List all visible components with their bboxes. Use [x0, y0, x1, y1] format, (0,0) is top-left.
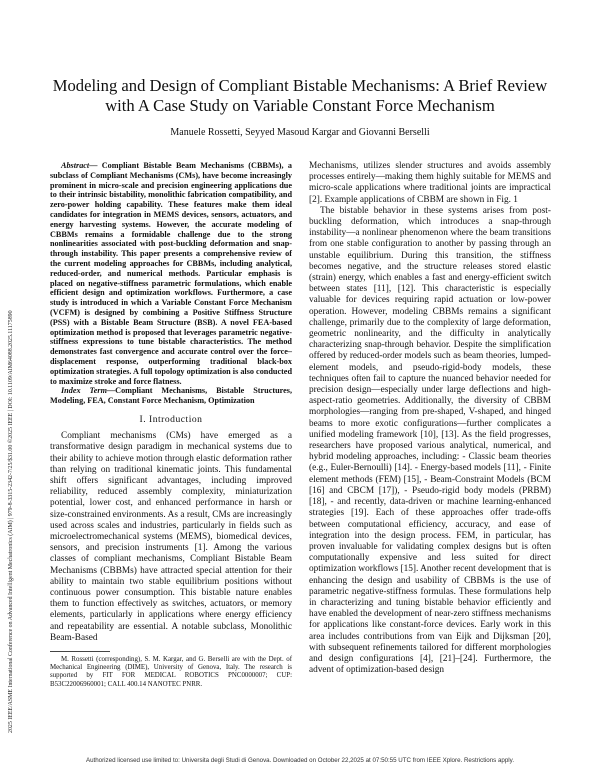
authors: Manuele Rossetti, Seyyed Masoud Kargar and Giovanni Berselli [170, 127, 430, 138]
abstract [50, 161, 292, 386]
abstract-text: — Compliant Bistable Beam Mechanisms (CBBMs), a subclass of Compliant Mechanisms (CMs), have become increasingly prominent in micro-scale and precision engineering applications due to their intrinsic bistability, monolithic fabrication compatibility, and zero-power holding capability. These features make them ideal candidates for integration in MEMS devices, sensors, actuators, and energy harvesting systems. However, the accurate modeling of CBBMs remains a formidable challenge due to the strong nonlinearities associated with post-buckling deformation and snap-through instability. This paper presents a comprehensive review of the current modeling approaches for CBBMs, including analytical, reduced-order, and numerical methods. Particular emphasis is placed on negative-stiffness parametric formulations, which enable efficient design and optimization workflows. Furthermore, a case study is introduced in which a Variable Constant Force Mechanism (VCFM) is designed by combining a Positive Stiffness Structure (PSS) with a Bistable Beam Structure (BSB). A novel FEA-based optimization method is proposed that leverages parametric negative-stiffness expressions to tune bistable characteristics. The method demonstrates fast convergence and accurate control over the force–displacement response, outperforming traditional black-box optimization strategies. A full topology optimization is also conducted to maximize stroke and force flatness. [50, 161, 292, 386]
side-note: 2025 IEEE/ASME International Conference on Advanced Intelligent Mechatronics (AIM) | 979-8-3315-2342-7/25/$31.00 ©2025 IEEE | DOI: 10.1109/AIM64088.2025.11175890 [8, 310, 14, 733]
right-paragraph-2: The bistable behavior in these systems arises from post-buckling deformation, which introduces a snap-through instability—a nonlinear phenomenon where the beam transitions from one stable configuration to another by passing through an unstable equilibrium. During this transition, the stiffness becomes negative, and the structure releases stored elastic (strain) energy, which enables a fast and energy-efficient switch between states [11], [12]. This characteristic is especially valuable for devices requiring rapid actuation or low-power operation. However, modeling CBBMs remains a significant challenge, primarily due to the complexity of large deformation, geometric nonlinearity, and the difficulty in analytically characterizing snap-through behavior. Despite the simplification offered by reduced-order models such as beam theories, lumped-element models, and pseudo-rigid-body models, these techniques often fail to capture the nuanced behavior needed for precision design—especially under large deflections and high-aspect-ratio geometries. Additionally, the diversity of CBBM morphologies—ranging from pre-shaped, V-shaped, and hinged beams to more exotic configurations—further complicates a unified modeling framework [10], [13]. As the field progresses, researchers have proposed various analytical, numerical, and hybrid modeling approaches, including: - Classic beam theories (e.g., Euler-Bernoulli) [14]. - Energy-based models [11], - Finite element methods (FEM) [15], - Beam-Constraint Models (BCM [16] and CBCM [17]), - Pseudo-rigid body models (PRBM) [18], - and recently, data-driven or machine learning-enhanced strategies [19]. Each of these approaches offer trade-offs between computational efficiency, accuracy, and ease of integration into the design process. FEM, in particular, has proven invaluable for validating complex designs but is often computationally expensive and less suited for direct optimization workflows [15]. Another recent development that is enhancing the design and usability of CBBMs is the use of parametric negative-stiffness formulas. These formulations help in characterizing and tuning bistable behavior efficiently and have enabled the development of near-zero stiffness mechanisms for applications like constant-force devices. Early work in this area includes contributions from van Eijk and Dijksman [20], with subsequent refinements tailored for different morphologies and design configurations [4], [21]–[24]. Furthermore, the advent of optimization-based design [309, 205, 551, 676]
footnote-rule [50, 651, 110, 652]
right-column [309, 161, 551, 676]
right-paragraph-1: Mechanisms, utilizes slender structures and avoids assembly processes entirely—making them highly suitable for MEMS and micro-scale applications where traditional joints are impractical [2]. Example applications of CBBM are shown in Fig. 1 [309, 161, 551, 205]
section-heading: I. Introduction [139, 413, 203, 425]
index-terms [50, 386, 292, 406]
side-watermark [1, 28, 15, 748]
abstract-label: Abstract [61, 161, 90, 170]
intro-paragraph: Compliant mechanisms (CMs) have emerged as a transformative design paradigm in mechanical systems due to their ability to achieve motion through elastic deformation rather than relying on traditional kinematic joints. This fundamental shift offers significant advantages, including improved reliability, reduced assembly complexity, miniaturization potential, lower cost, and enhanced performance in harsh or size-constrained environments. As a result, CMs are increasingly used across scales and industries, particularly in fields such as microelectromechanical systems (MEMS), biomedical devices, sensors, and precision instruments [1]. Among the various classes of compliant mechanisms, Compliant Bistable Beam Mechanisms (CBBMs) have attracted special attention for their ability to maintain two stable equilibrium positions without continuous power consumption. This bistable nature enables them to function effectively as switches, actuators, or memory elements, particularly in applications where energy efficiency and repeatability are essential. A notable subclass, Monolithic Beam-Based [50, 431, 292, 643]
paper-title: Modeling and Design of Compliant Bistable Mechanisms: A Brief Review with A Case Study on Variable Constant Force Mechanism [52, 76, 548, 115]
left-column [50, 161, 292, 689]
index-terms-text: —Compliant Mechanisms, Bistable Structures, Modeling, FEA, Constant Force Mechanism, Optimization [50, 386, 292, 406]
license-footer: Authorized licensed use limited to: Universita degli Studi di Genova. Downloaded on October 22,2025 at 07:50:55 UTC from IEEE Xplore. Restrictions apply. [85, 757, 515, 764]
footnote: M. Rossetti (corresponding), S. M. Kargar, and G. Berselli are with the Dept. of Mechanical Engineering (DIME), University of Genova, Italy. The research is supported by FIT FOR MEDICAL ROBOTICS PNC0000007; CUP: B53C22006960001; CALL 400.14 NANOTEC PNRR. [50, 655, 292, 688]
index-terms-label: Index Term [61, 386, 107, 396]
